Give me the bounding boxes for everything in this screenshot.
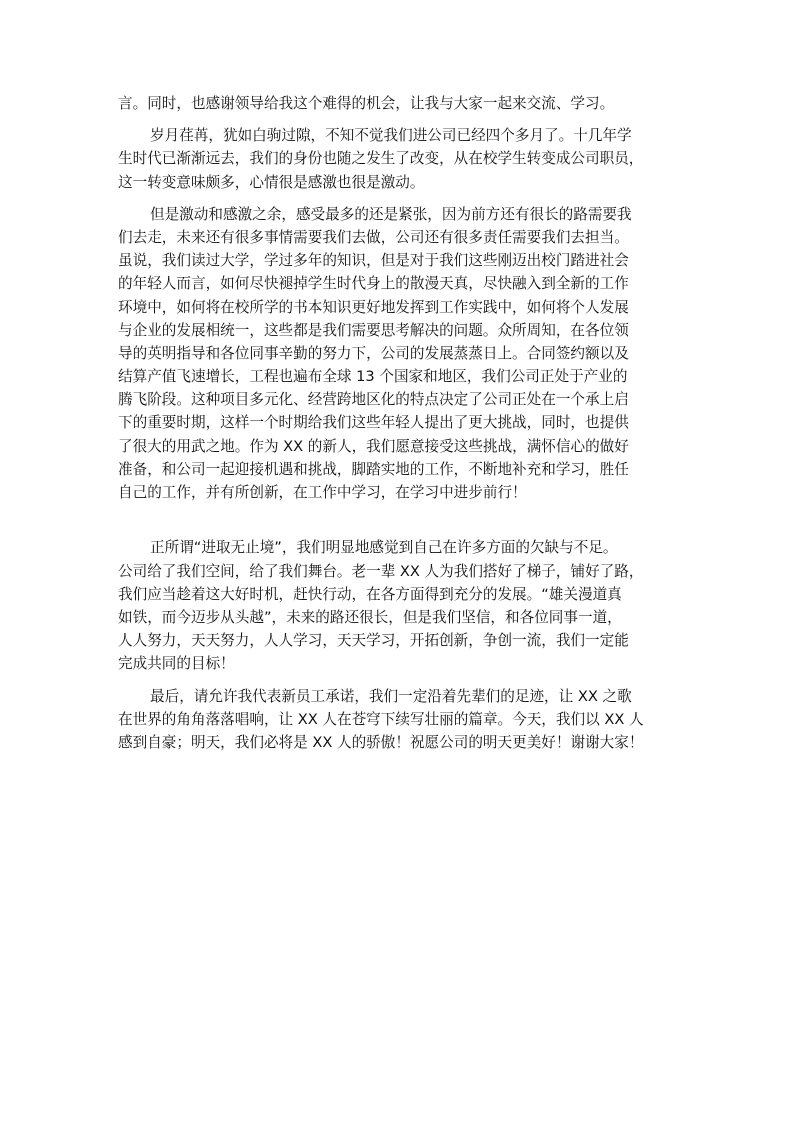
text-line: 我们应当趁着这大好时机，赶快行动，在各方面得到充分的发展。“雄关漫道真 <box>118 585 622 603</box>
text-line: 最后，请允许我代表新员工承诺，我们一定沿着先辈们的足迹，让 XX 之歌 <box>150 687 632 705</box>
text-line: 导的英明指导和各位同事辛勤的努力下，公司的发展蒸蒸日上。合同签约额以及 <box>118 344 629 362</box>
text-line: 的年轻人而言，如何尽快褪掉学生时代身上的散漫天真，尽快融入到全新的工作 <box>118 275 629 293</box>
text-line: 准备，和公司一起迎接机遇和挑战，脚踏实地的工作，不断地补充和学习，胜任 <box>118 460 629 478</box>
text-line: 正所谓“进取无止境”，我们明显地感觉到自己在许多方面的欠缺与不足。 <box>150 539 618 557</box>
paragraph-1 <box>118 92 684 115</box>
text-line: 公司给了我们空间，给了我们舞台。老一辈 XX 人为我们搭好了梯子，铺好了路， <box>118 562 644 580</box>
text-line: 生时代已渐渐远去，我们的身份也随之发生了改变，从在校学生转变成公司职员， <box>118 150 644 168</box>
text-line: 在世界的角角落落唱响，让 XX 人在苍穹下续写壮丽的篇章。今天，我们以 XX 人 <box>118 710 644 728</box>
text-line: 环境中，如何将在校所学的书本知识更好地发挥到工作实践中，如何将个人发展 <box>118 298 629 316</box>
text-line: 下的重要时期，这样一个时期给我们这些年轻人提出了更大挑战，同时，也提供 <box>118 414 629 432</box>
text-line: 自己的工作，并有所创新，在工作中学习，在学习中进步前行！ <box>118 484 527 501</box>
text-line: 岁月荏苒，犹如白驹过隙，不知不觉我们进公司已经四个多月了。十几年学 <box>150 127 632 145</box>
paragraph-4 <box>118 536 684 675</box>
text-line: 腾飞阶段。这种项目多元化、经营跨地区化的特点决定了公司正处在一个承上启 <box>118 391 629 409</box>
document-page <box>118 92 684 763</box>
text-line: 如铁，而今迈步从头越”，未来的路还很长，但是我们坚信，和各位同事一道， <box>118 608 622 626</box>
text-line: 感到自豪；明天，我们必将是 XX 人的骄傲！祝愿公司的明天更美好！谢谢大家！ <box>118 733 644 751</box>
text-line: 了很大的用武之地。作为 XX 的新人，我们愿意接受这些挑战，满怀信心的做好 <box>118 437 629 455</box>
text-line: 结算产值飞速增长，工程也遍布全球 13 个国家和地区，我们公司正处于产业的 <box>118 368 628 386</box>
text-line: 人人努力，天天努力，人人学习，天天学习，开拓创新，争创一流，我们一定能 <box>118 632 629 650</box>
paragraph-2 <box>118 124 684 194</box>
text-line: 完成共同的目标！ <box>118 655 235 673</box>
text-line: 与企业的发展相统一，这些都是我们需要思考解决的问题。众所周知，在各位领 <box>118 321 629 339</box>
text-line: 但是激动和感激之余，感受最多的还是紧张，因为前方还有很长的路需要我 <box>150 205 632 223</box>
text-line: 虽说，我们读过大学，学过多年的知识，但是对于我们这些刚迈出校门踏进社会 <box>118 252 629 270</box>
paragraph-3 <box>118 203 684 528</box>
paragraph-5 <box>118 685 684 755</box>
text-line: 言。同时，也感谢领导给我这个难得的机会，让我与大家一起来交流、学习。 <box>118 95 615 112</box>
text-line <box>118 504 684 527</box>
text-line: 这一转变意味颇多，心情很是感激也很是激动。 <box>118 173 425 191</box>
text-line: 们去走，未来还有很多事情需要我们去做，公司还有很多责任需要我们去担当。 <box>118 228 629 246</box>
